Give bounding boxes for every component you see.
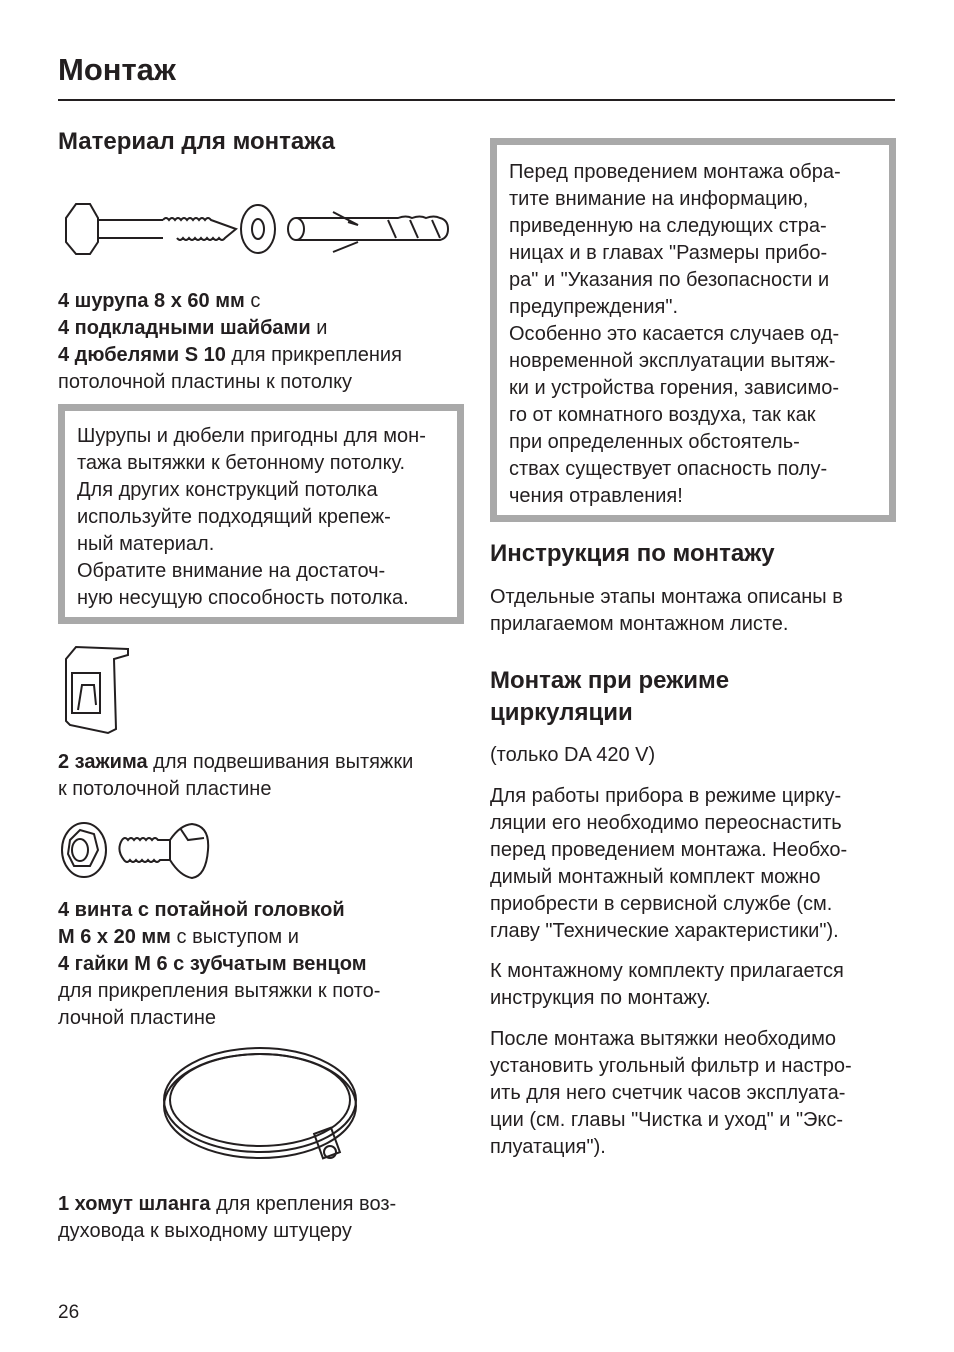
text: потолочной пластины к потолку xyxy=(58,371,353,393)
text: с выступом и xyxy=(170,926,299,948)
note-box xyxy=(58,404,464,624)
warning-line: предупреждения". xyxy=(509,296,679,318)
washers-qty: 4 подкладными шайбами xyxy=(58,317,311,339)
warning-line: чения отравления! xyxy=(509,485,683,507)
circulation-heading xyxy=(490,665,729,729)
screw-washer-dowel-illustration xyxy=(58,190,468,270)
note-line: тажа вытяжки к бетонному потолку. xyxy=(77,452,406,474)
text: лочной пластине xyxy=(58,1007,217,1029)
materials-heading: Материал для монтажа xyxy=(58,128,335,155)
text: ить для него счетчик часов эксплуата- xyxy=(490,1082,846,1104)
text: и xyxy=(310,317,328,339)
warning-line: ра" и "Указания по безопасности и xyxy=(509,269,830,291)
text: прилагаемом монтажном листе. xyxy=(490,613,789,635)
heading-line: Монтаж при режиме xyxy=(490,667,730,694)
dowels-qty: 4 дюбелями S 10 xyxy=(58,344,226,366)
text: Для работы прибора в режиме цирку- xyxy=(490,785,842,807)
clamps-description xyxy=(58,749,413,803)
screws-qty: 4 шурупа 8 x 60 мм xyxy=(58,290,245,312)
circulation-paragraph-3 xyxy=(490,1026,852,1161)
warning-line: новременной эксплуатации вытяж- xyxy=(509,350,836,372)
text: главу "Технические характеристики"). xyxy=(490,920,839,942)
clamps-qty: 2 зажима xyxy=(58,751,148,773)
screws-description xyxy=(58,288,402,396)
text: духовода к выходному штуцеру xyxy=(58,1220,352,1242)
bolts-description xyxy=(58,897,380,1032)
text: приобрести в сервисной службе (см. xyxy=(490,893,833,915)
warning-line: ки и устройства горения, зависимо- xyxy=(509,377,839,399)
note-line: используйте подходящий крепеж- xyxy=(77,506,391,528)
warning-line: Особенно это касается случаев од- xyxy=(509,323,840,345)
instructions-heading: Инструкция по монтажу xyxy=(490,540,775,567)
text: перед проведением монтажа. Необхо- xyxy=(490,839,848,861)
text: для прикрепления вытяжки к пото- xyxy=(58,980,381,1002)
note-line: Шурупы и дюбели пригодны для мон- xyxy=(77,425,426,447)
text: плуатация"). xyxy=(490,1136,606,1158)
bolt-size: М 6 x 20 мм xyxy=(58,926,171,948)
text: для подвешивания вытяжки xyxy=(147,751,414,773)
warning-box xyxy=(490,138,896,522)
warning-line: тите внимание на информацию, xyxy=(509,188,809,210)
model-note: (только DA 420 V) xyxy=(490,744,656,766)
instructions-text xyxy=(490,584,843,638)
text: После монтажа вытяжки необходимо xyxy=(490,1028,836,1050)
hose-clamp-description xyxy=(58,1191,396,1245)
text: к потолочной пластине xyxy=(58,778,272,800)
text: установить угольный фильтр и настро- xyxy=(490,1055,852,1077)
warning-line: при определенных обстоятель- xyxy=(509,431,800,453)
text: для крепления воз- xyxy=(210,1193,397,1215)
text: для прикрепления xyxy=(225,344,402,366)
clamp-illustration xyxy=(62,645,132,735)
warning-line: Перед проведением монтажа обра- xyxy=(509,161,841,183)
hose-clamp-qty: 1 хомут шланга xyxy=(58,1193,211,1215)
text: ляции его необходимо переоснастить xyxy=(490,812,842,834)
heading-line: циркуляции xyxy=(490,699,633,726)
warning-line: приведенную на следующих стра- xyxy=(509,215,827,237)
page-number: 26 xyxy=(58,1302,80,1323)
bolts-qty: 4 винта с потайной головкой xyxy=(58,899,345,921)
warning-line: го от комнатного воздуха, так как xyxy=(509,404,816,426)
note-line: Обратите внимание на достаточ- xyxy=(77,560,386,582)
title-rule xyxy=(58,99,895,101)
nuts-qty: 4 гайки М 6 с зубчатым венцом xyxy=(58,953,367,975)
text: К монтажному комплекту прилагается xyxy=(490,960,844,982)
warning-line: ницах и в главах "Размеры прибо- xyxy=(509,242,828,264)
circulation-paragraph-2 xyxy=(490,958,844,1012)
text: димый монтажный комплект можно xyxy=(490,866,821,888)
page-title: Монтаж xyxy=(58,52,176,87)
warning-line: ствах существует опасность полу- xyxy=(509,458,828,480)
nut-bolt-illustration xyxy=(60,820,210,880)
note-line: ную несущую способность потолка. xyxy=(77,587,409,609)
text: инструкция по монтажу. xyxy=(490,987,711,1009)
hose-clamp-illustration xyxy=(160,1040,365,1175)
note-line: Для других конструкций потолка xyxy=(77,479,378,501)
circulation-paragraph-1 xyxy=(490,783,847,945)
note-line: ный материал. xyxy=(77,533,215,555)
text: ции (см. главы "Чистка и уход" и "Экс- xyxy=(490,1109,844,1131)
text: с xyxy=(244,290,261,312)
text: Отдельные этапы монтажа описаны в xyxy=(490,586,843,608)
